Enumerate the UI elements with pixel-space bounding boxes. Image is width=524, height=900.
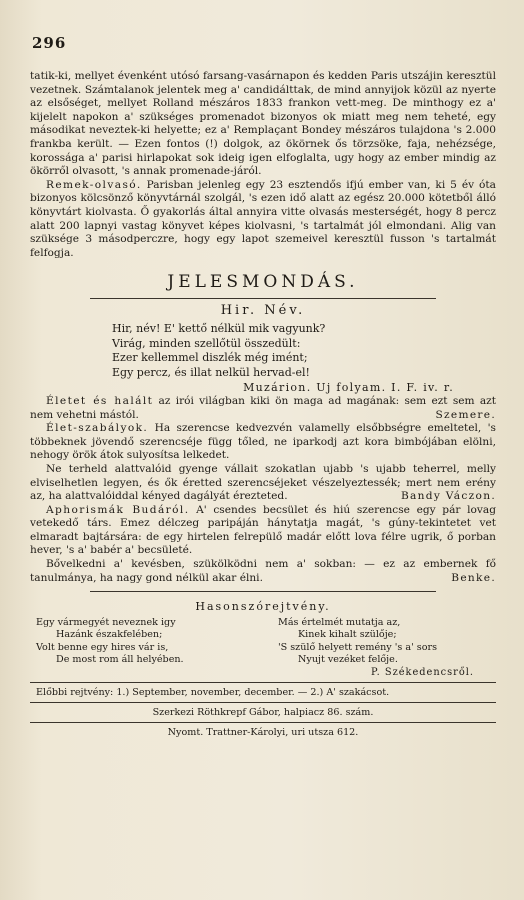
poem-line: Hir, név! E' kettő nélkül mik vagyunk? bbox=[112, 322, 326, 336]
remek-paragraph bbox=[30, 179, 496, 261]
szabaly-paragraph-1 bbox=[30, 422, 496, 463]
szabaly-text-1: Ha szerencse kedvezvén valamelly elsőbbségre emeltetel, 's többeknek jövendő szerencséje függ tőled, ne iparkodj azt kora bimbójában elölni, nehogy örök átok sulyosítsa lelkedet. bbox=[30, 422, 496, 462]
printer-line: Nyomt. Trattner-Károlyi, uri utsza 612. bbox=[167, 727, 359, 739]
poem-line: Egy percz, és illat nelkül hervad-el! bbox=[112, 365, 310, 379]
riddle-right-column bbox=[254, 617, 496, 666]
poem-line: Virág, minden szellőtül összedült: bbox=[112, 336, 301, 350]
section-title: JELESMONDÁS. bbox=[167, 272, 359, 293]
footer-divider-1 bbox=[30, 682, 496, 683]
szabaly-paragraph-2 bbox=[30, 463, 496, 504]
riddle-line: Egy vármegyét neveznek igy bbox=[36, 617, 176, 629]
elet-author: Szemere. bbox=[435, 408, 496, 421]
riddle-title: Hasonszórejtvény. bbox=[195, 600, 331, 614]
riddle-author: P. Székedencsről. bbox=[371, 667, 474, 679]
remek-text: Parisban jelenleg egy 23 esztendős ifjú ember van, ki 5 év óta bizonyos kölcsönző könyvtárnál szolgál, 's ezen idő alatt az egész 20.000 kötetből álló könyvtárt kiolvasta. Ő gyakorlás által annyira vitte olvasás mesterségét, hogy 8 percz alatt 200 lapnyi vastag könyvet képes kiolvasni, 's tartalmát jól elmondani. Alig van szüksége 3 másodperczre, hogy egy lapot szemeivel keresztül fusson 's tartalmát felfogja. bbox=[30, 178, 496, 259]
title-divider bbox=[90, 298, 436, 299]
szabaly-heading: Élet-szabályok. bbox=[46, 422, 149, 435]
riddle-divider bbox=[90, 591, 436, 592]
szabaly-author: Bandy Váczon. bbox=[400, 490, 496, 503]
aphorism-text-2: Bővelkedni a' kevésben, szükölködni nem a' sokban: — ez az embernek fő tanulmánya, ha nagy gond nélkül akar élni. bbox=[30, 558, 496, 584]
riddle-line: 'S szülő helyett remény 's a' sors bbox=[278, 641, 438, 653]
elet-heading: Életet és halált bbox=[46, 394, 154, 407]
elet-text: az irói világban kiki ön maga ad magának: sem ezt sem azt nem vehetni mástól. bbox=[30, 394, 496, 421]
riddle-line: Volt benne egy hires vár is, bbox=[36, 641, 169, 653]
aphorism-paragraph-1 bbox=[30, 504, 496, 558]
editor-line: Szerkezi Röthkrepf Gábor, halpiacz 86. szám. bbox=[152, 707, 374, 719]
aphorism-text-1: A' csendes becsület és hiú szerencse egy pár lovag vetekedő társ. Emez délczeg paripáján hánytatja magát, 's gúny-tekintetet vet elmaradt bajtársára: de egy hirtelen felrepülő madár előtt lova félre ugrik, ő porban hever, 's a' babér a' becsületé. bbox=[30, 503, 496, 557]
section-subtitle: Hir. Név. bbox=[220, 303, 306, 319]
page-number: 296 bbox=[32, 34, 67, 52]
previous-riddle-solution: Előbbi rejtvény: 1.) September, november, december. — 2.) A' szakácsot. bbox=[36, 687, 390, 699]
riddle-verses bbox=[30, 617, 496, 666]
riddle-line: Más értelmét mutatja az, bbox=[278, 617, 401, 629]
elet-paragraph bbox=[30, 395, 496, 422]
poem-line: Ezer kellemmel diszlék még imént; bbox=[112, 351, 308, 365]
riddle-line: De most rom áll helyében. bbox=[56, 653, 184, 665]
aphorism-paragraph-2 bbox=[30, 558, 496, 585]
szabaly-text-2: Ne terheld alattvalóid gyenge vállait szokatlan ujabb 's ujabb teherrel, melly elviselhetlen legyen, és ők éretted szerencséjeket vészelyeztessék; mert nem erény az, ha alattvalóiddal kényed dagályát érezteted. bbox=[30, 462, 496, 503]
poem bbox=[112, 322, 496, 380]
intro-paragraph: tatik-ki, mellyet évenként utósó farsang-vasárnapon és kedden Paris utszájin keresztül vezetnek. Számtalanok jelentek meg a' candidálttak, de mind annyijok közül az nyerte az elsőséget, mellyet Rolland mészáros 1833 frankon vett-meg. De minthogy ez a' kijelelt napokon a' szükséges promenadot bizonyos ok miatt meg nem teheté, egy másodikat neveztek-ki helyette; ez a' Remplaçant Bondey mészáros tulajdona 's 2.000 frankba került. — Ezen fontos (!) dolgok, az ökörnek ős törzsöke, faja, nehézsége, korossága a' parisi hirlapokat sok ideig igen elfoglalta, ugy hogy az ember mindig az ökörről olvasott, 's annak promenade-járól. bbox=[30, 70, 496, 178]
footer-divider-2 bbox=[30, 702, 496, 703]
poem-source: Muzárion. Uj folyam. I. F. iv. r. bbox=[243, 380, 454, 394]
aphorism-author: Benke. bbox=[451, 571, 496, 584]
riddle-line: Hazánk északfelében; bbox=[56, 629, 163, 641]
footer-divider-3 bbox=[30, 722, 496, 723]
riddle-left-column bbox=[30, 617, 254, 666]
remek-heading: Remek-olvasó. bbox=[46, 178, 142, 191]
riddle-line: Kinek kihalt szülője; bbox=[298, 629, 397, 641]
aphorism-heading: Aphorismák Budáról. bbox=[46, 503, 190, 516]
riddle-line: Nyujt vezéket felője. bbox=[298, 653, 398, 665]
